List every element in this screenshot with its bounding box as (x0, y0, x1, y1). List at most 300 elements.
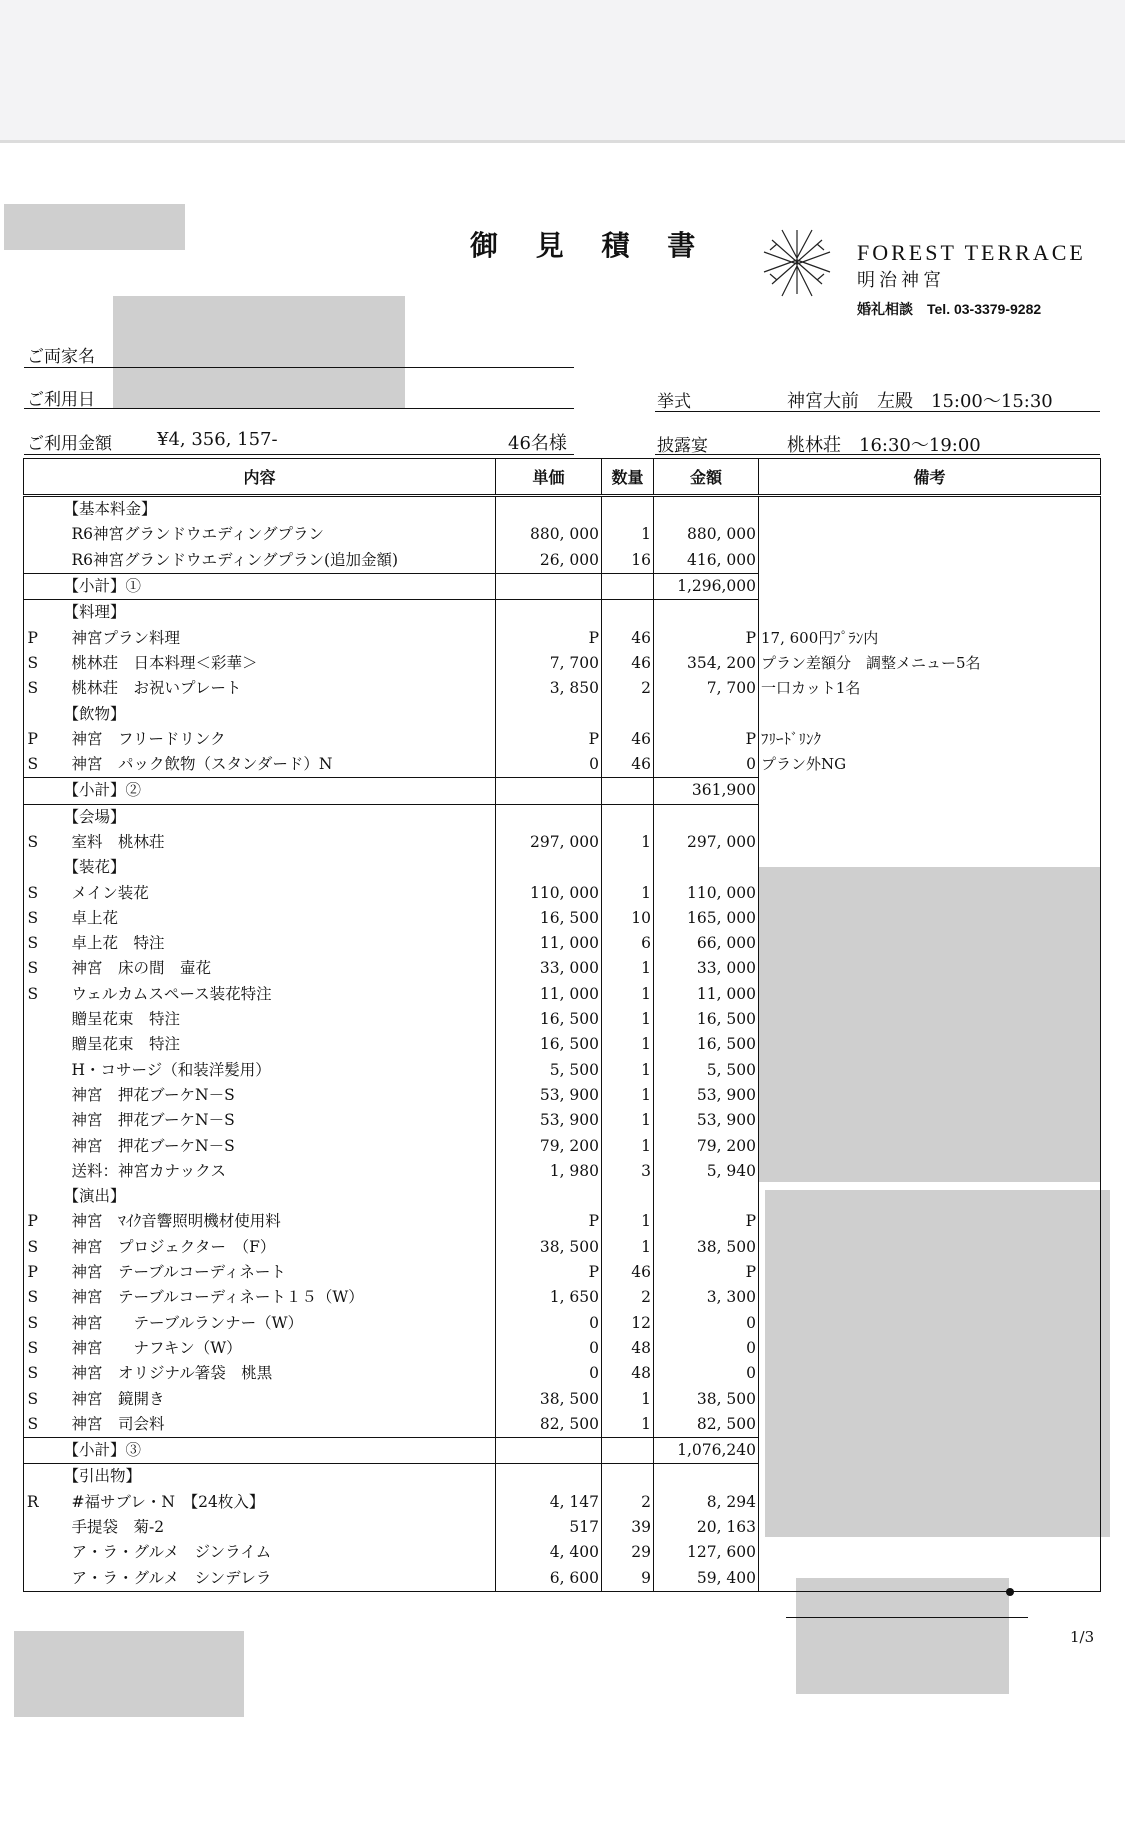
row-unit-price: 38, 500 (496, 1386, 602, 1411)
row-unit-price (496, 1464, 602, 1490)
row-amount: 16, 500 (654, 1032, 759, 1057)
row-quantity: 2 (602, 1490, 654, 1515)
row-amount (654, 855, 759, 880)
row-amount: 59, 400 (654, 1565, 759, 1591)
row-mark (24, 1007, 42, 1032)
row-amount: 53, 900 (654, 1083, 759, 1108)
row-amount: 1,076,240 (654, 1437, 759, 1463)
row-amount: P (654, 727, 759, 752)
row-item: 神宮 押花ブーケN－S (42, 1108, 496, 1133)
table-row (24, 727, 1101, 752)
row-item: 【演出】 (42, 1184, 496, 1209)
row-item: 【基本料金】 (42, 496, 496, 523)
row-amount: 38, 500 (654, 1235, 759, 1260)
row-quantity: 48 (602, 1336, 654, 1361)
row-note (759, 1464, 1101, 1490)
row-item: 神宮 ナフキン（W） (42, 1336, 496, 1361)
row-unit-price: 4, 147 (496, 1490, 602, 1515)
header-note: 備考 (759, 459, 1101, 496)
row-note (759, 880, 1101, 905)
date-label: ご利用日 (27, 390, 95, 410)
row-note (759, 778, 1101, 804)
row-amount: 0 (654, 1336, 759, 1361)
amount-label: ご利用金額 (27, 434, 112, 454)
row-mark: S (24, 1386, 42, 1411)
row-note (759, 1285, 1101, 1310)
row-amount: 416, 000 (654, 548, 759, 574)
row-item: ウェルカムスペース装花特注 (42, 982, 496, 1007)
row-note (759, 600, 1101, 626)
table-row (24, 1133, 1101, 1158)
row-quantity: 1 (602, 1058, 654, 1083)
row-mark (24, 1515, 42, 1540)
header-unit-price: 単価 (496, 459, 602, 496)
row-quantity: 1 (602, 880, 654, 905)
row-note (759, 956, 1101, 981)
reception-value: 桃林荘 16:30〜19:00 (787, 435, 981, 456)
table-row (24, 1083, 1101, 1108)
dot-mark (1006, 1588, 1014, 1596)
row-note (759, 1159, 1101, 1184)
table-row (24, 1515, 1101, 1540)
row-note (759, 1007, 1101, 1032)
row-quantity: 10 (602, 906, 654, 931)
row-quantity (602, 1184, 654, 1209)
row-unit-price (496, 600, 602, 626)
row-note: プラン外NG (759, 752, 1101, 778)
row-note (759, 1235, 1101, 1260)
row-amount: 33, 000 (654, 956, 759, 981)
row-mark (24, 1083, 42, 1108)
row-amount: 66, 000 (654, 931, 759, 956)
row-quantity (602, 855, 654, 880)
row-note (759, 830, 1101, 855)
row-item: 神宮 鏡開き (42, 1386, 496, 1411)
row-item: 神宮 テーブルランナー（W） (42, 1311, 496, 1336)
row-quantity (602, 778, 654, 804)
header-amount: 金額 (654, 459, 759, 496)
row-mark: S (24, 880, 42, 905)
row-note (759, 1209, 1101, 1234)
row-amount: 7, 700 (654, 676, 759, 701)
row-unit-price: 53, 900 (496, 1083, 602, 1108)
row-mark (24, 1032, 42, 1057)
row-amount: 0 (654, 1361, 759, 1386)
row-item: 【会場】 (42, 804, 496, 830)
brand-name: FOREST TERRACE (857, 240, 1086, 265)
row-item: 神宮 押花ブーケN－S (42, 1133, 496, 1158)
table-row (24, 880, 1101, 905)
row-item: 贈呈花束 特注 (42, 1032, 496, 1057)
subtotal-row (24, 1437, 1101, 1463)
row-quantity: 1 (602, 1032, 654, 1057)
row-item: 神宮 テーブルコーディネート (42, 1260, 496, 1285)
row-note (759, 1540, 1101, 1565)
row-item: 手提袋 菊-2 (42, 1515, 496, 1540)
row-item: 神宮 パック飲物（スタンダード）N (42, 752, 496, 778)
row-note (759, 1260, 1101, 1285)
row-quantity (602, 496, 654, 523)
row-item: 【小計】② (42, 778, 496, 804)
category-row (24, 496, 1101, 523)
row-quantity: 1 (602, 830, 654, 855)
row-unit-price: 16, 500 (496, 1032, 602, 1057)
category-row (24, 804, 1101, 830)
page-number: 1/3 (1070, 1628, 1095, 1646)
table-row (24, 1007, 1101, 1032)
row-amount: 53, 900 (654, 1108, 759, 1133)
row-unit-price: 1, 650 (496, 1285, 602, 1310)
ceremony-value: 神宮大前 左殿 15:00〜15:30 (787, 391, 1053, 412)
row-item: ア・ラ・グルメ シンデレラ (42, 1565, 496, 1591)
row-item: 神宮 司会料 (42, 1412, 496, 1438)
row-quantity: 1 (602, 956, 654, 981)
row-note (759, 1437, 1101, 1463)
row-amount (654, 804, 759, 830)
row-unit-price: 297, 000 (496, 830, 602, 855)
ceremony-label: 挙式 (657, 392, 691, 412)
row-item: 神宮 プロジェクター （F） (42, 1235, 496, 1260)
row-item: 【飲物】 (42, 701, 496, 726)
row-quantity: 1 (602, 1108, 654, 1133)
row-note (759, 1083, 1101, 1108)
row-unit-price: P (496, 727, 602, 752)
row-unit-price: 16, 500 (496, 906, 602, 931)
row-amount: 0 (654, 1311, 759, 1336)
table-row (24, 1412, 1101, 1438)
row-quantity: 1 (602, 1209, 654, 1234)
row-item: 卓上花 特注 (42, 931, 496, 956)
row-quantity: 6 (602, 931, 654, 956)
table-row (24, 1235, 1101, 1260)
table-row (24, 676, 1101, 701)
family-label: ご両家名 (27, 347, 95, 367)
row-quantity: 1 (602, 982, 654, 1007)
row-amount: 5, 940 (654, 1159, 759, 1184)
row-quantity: 29 (602, 1540, 654, 1565)
table-row (24, 1032, 1101, 1057)
row-mark: S (24, 931, 42, 956)
row-unit-price: 6, 600 (496, 1565, 602, 1591)
redaction-block (14, 1631, 244, 1717)
row-note (759, 1386, 1101, 1411)
row-quantity: 1 (602, 1386, 654, 1411)
row-mark: P (24, 727, 42, 752)
row-mark: P (24, 1260, 42, 1285)
table-row (24, 1540, 1101, 1565)
row-quantity (602, 573, 654, 599)
row-amount: 110, 000 (654, 880, 759, 905)
row-quantity: 1 (602, 1007, 654, 1032)
table-row (24, 1285, 1101, 1310)
divider (655, 411, 1100, 412)
row-quantity: 46 (602, 727, 654, 752)
table-row (24, 1386, 1101, 1411)
row-quantity: 3 (602, 1159, 654, 1184)
row-note (759, 1412, 1101, 1438)
table-row (24, 1058, 1101, 1083)
category-row (24, 1464, 1101, 1490)
row-quantity: 2 (602, 1285, 654, 1310)
row-mark (24, 778, 42, 804)
row-item: 贈呈花束 特注 (42, 1007, 496, 1032)
row-unit-price: P (496, 1260, 602, 1285)
row-quantity (602, 701, 654, 726)
row-item: 神宮 床の間 壷花 (42, 956, 496, 981)
row-item: 送料：神宮カナックス (42, 1159, 496, 1184)
row-unit-price: 7, 700 (496, 651, 602, 676)
row-amount (654, 701, 759, 726)
row-quantity: 48 (602, 1361, 654, 1386)
table-row (24, 625, 1101, 650)
row-mark: S (24, 1235, 42, 1260)
row-unit-price (496, 804, 602, 830)
row-quantity: 46 (602, 1260, 654, 1285)
table-row (24, 522, 1101, 547)
row-amount: 20, 163 (654, 1515, 759, 1540)
row-amount: 361,900 (654, 778, 759, 804)
row-item: 桃林荘 日本料理＜彩華＞ (42, 651, 496, 676)
row-mark: S (24, 1412, 42, 1438)
row-quantity: 12 (602, 1311, 654, 1336)
row-note (759, 804, 1101, 830)
row-mark (24, 1565, 42, 1591)
row-item: 神宮 押花ブーケN－S (42, 1083, 496, 1108)
row-amount: 5, 500 (654, 1058, 759, 1083)
row-item: 神宮 フリードリンク (42, 727, 496, 752)
brand-telephone: 婚礼相談 Tel. 03-3379-9282 (857, 301, 1042, 317)
row-item: 【装花】 (42, 855, 496, 880)
row-unit-price (496, 855, 602, 880)
row-mark (24, 573, 42, 599)
row-mark: S (24, 982, 42, 1007)
row-unit-price: P (496, 625, 602, 650)
row-amount: 3, 300 (654, 1285, 759, 1310)
row-quantity (602, 1464, 654, 1490)
row-unit-price: 1, 980 (496, 1159, 602, 1184)
row-mark: S (24, 676, 42, 701)
row-amount: P (654, 1260, 759, 1285)
row-note (759, 1515, 1101, 1540)
row-unit-price: 0 (496, 752, 602, 778)
row-note: プラン差額分 調整メニュー5名 (759, 651, 1101, 676)
row-quantity: 46 (602, 752, 654, 778)
row-item: 【料理】 (42, 600, 496, 626)
table-row (24, 982, 1101, 1007)
row-mark (24, 600, 42, 626)
row-amount (654, 496, 759, 523)
row-mark (24, 548, 42, 574)
row-item: メイン装花 (42, 880, 496, 905)
row-unit-price: 0 (496, 1311, 602, 1336)
row-amount: 354, 200 (654, 651, 759, 676)
row-item: 神宮 オリジナル箸袋 桃黒 (42, 1361, 496, 1386)
row-unit-price: 4, 400 (496, 1540, 602, 1565)
row-amount: 880, 000 (654, 522, 759, 547)
table-row (24, 548, 1101, 574)
row-note (759, 1490, 1101, 1515)
divider (24, 454, 574, 455)
row-mark: S (24, 651, 42, 676)
row-unit-price: 16, 500 (496, 1007, 602, 1032)
category-row (24, 701, 1101, 726)
table-row (24, 752, 1101, 778)
row-unit-price: 0 (496, 1336, 602, 1361)
subtotal-row (24, 573, 1101, 599)
category-row (24, 1184, 1101, 1209)
row-mark: S (24, 752, 42, 778)
table-row (24, 1361, 1101, 1386)
row-mark (24, 1464, 42, 1490)
row-mark: S (24, 1361, 42, 1386)
row-amount: 11, 000 (654, 982, 759, 1007)
row-note (759, 496, 1101, 523)
row-quantity: 2 (602, 676, 654, 701)
row-note (759, 1565, 1101, 1591)
row-item: 神宮 ﾏｲｸ音響照明機材使用料 (42, 1209, 496, 1234)
row-mark (24, 804, 42, 830)
row-mark: S (24, 830, 42, 855)
row-amount: 1,296,000 (654, 573, 759, 599)
divider (655, 454, 1100, 455)
header-item: 内容 (24, 459, 496, 496)
row-note (759, 982, 1101, 1007)
row-item: 桃林荘 お祝いプレート (42, 676, 496, 701)
row-note (759, 522, 1101, 547)
table-row (24, 651, 1101, 676)
row-mark: P (24, 1209, 42, 1234)
table-row (24, 956, 1101, 981)
row-quantity (602, 804, 654, 830)
reception-label: 披露宴 (657, 436, 708, 456)
table-row (24, 906, 1101, 931)
redaction-block (796, 1578, 1009, 1694)
row-mark: P (24, 625, 42, 650)
row-amount (654, 1184, 759, 1209)
row-amount: 165, 000 (654, 906, 759, 931)
row-amount: 0 (654, 752, 759, 778)
row-mark (24, 1108, 42, 1133)
row-note (759, 1184, 1101, 1209)
row-note (759, 855, 1101, 880)
row-note (759, 1361, 1101, 1386)
row-note (759, 573, 1101, 599)
row-note (759, 1311, 1101, 1336)
row-amount: 16, 500 (654, 1007, 759, 1032)
row-unit-price (496, 573, 602, 599)
row-item: 室料 桃林荘 (42, 830, 496, 855)
table-header-row (24, 459, 1101, 496)
row-mark (24, 496, 42, 523)
row-note (759, 906, 1101, 931)
row-item: 【小計】① (42, 573, 496, 599)
row-item: 神宮 テーブルコーディネート１５（W） (42, 1285, 496, 1310)
row-quantity: 46 (602, 651, 654, 676)
row-unit-price: 38, 500 (496, 1235, 602, 1260)
row-item: R6神宮グランドウエディングプラン (42, 522, 496, 547)
row-quantity: 1 (602, 1235, 654, 1260)
row-quantity: 16 (602, 548, 654, 574)
category-row (24, 855, 1101, 880)
row-amount (654, 600, 759, 626)
row-mark (24, 1058, 42, 1083)
row-amount: 38, 500 (654, 1386, 759, 1411)
table-row (24, 830, 1101, 855)
row-note (759, 548, 1101, 574)
row-mark (24, 1540, 42, 1565)
row-unit-price (496, 496, 602, 523)
row-unit-price: 880, 000 (496, 522, 602, 547)
row-amount: 8, 294 (654, 1490, 759, 1515)
row-mark (24, 1159, 42, 1184)
row-unit-price (496, 778, 602, 804)
row-amount: P (654, 625, 759, 650)
top-bar (0, 0, 1125, 143)
row-item: 卓上花 (42, 906, 496, 931)
row-note (759, 1133, 1101, 1158)
redaction-block (4, 204, 185, 250)
row-unit-price: 82, 500 (496, 1412, 602, 1438)
row-mark (24, 1437, 42, 1463)
row-note (759, 1108, 1101, 1133)
row-quantity: 46 (602, 625, 654, 650)
guest-count: 46名様 (508, 433, 567, 454)
divider (24, 367, 574, 368)
row-mark: S (24, 956, 42, 981)
row-mark (24, 1133, 42, 1158)
row-mark: R (24, 1490, 42, 1515)
row-unit-price: 11, 000 (496, 982, 602, 1007)
row-note (759, 1336, 1101, 1361)
table-row (24, 1490, 1101, 1515)
row-amount: 82, 500 (654, 1412, 759, 1438)
redaction-block (113, 296, 405, 408)
row-mark: S (24, 1285, 42, 1310)
table-row (24, 1336, 1101, 1361)
row-unit-price: P (496, 1209, 602, 1234)
row-unit-price (496, 701, 602, 726)
row-unit-price (496, 1437, 602, 1463)
row-note: 17, 600円ﾌﾟﾗﾝ内 (759, 625, 1101, 650)
row-note (759, 1032, 1101, 1057)
row-quantity: 39 (602, 1515, 654, 1540)
row-unit-price (496, 1184, 602, 1209)
row-item: 神宮プラン料理 (42, 625, 496, 650)
row-amount: 297, 000 (654, 830, 759, 855)
header-quantity: 数量 (602, 459, 654, 496)
signature-line (786, 1617, 1028, 1618)
row-unit-price: 33, 000 (496, 956, 602, 981)
row-unit-price: 26, 000 (496, 548, 602, 574)
row-mark: S (24, 1336, 42, 1361)
row-mark (24, 855, 42, 880)
row-mark (24, 1184, 42, 1209)
subtotal-row (24, 778, 1101, 804)
table-row (24, 1311, 1101, 1336)
row-amount: P (654, 1209, 759, 1234)
row-quantity (602, 1437, 654, 1463)
row-unit-price: 5, 500 (496, 1058, 602, 1083)
row-mark (24, 522, 42, 547)
row-quantity: 1 (602, 1412, 654, 1438)
row-item: #福サブレ・N 【24枚入】 (42, 1490, 496, 1515)
category-row (24, 600, 1101, 626)
brand-subtitle: 明治神宮 (857, 270, 945, 291)
table-row (24, 1209, 1101, 1234)
row-item: ア・ラ・グルメ ジンライム (42, 1540, 496, 1565)
estimate-table (23, 458, 1101, 1592)
row-amount: 79, 200 (654, 1133, 759, 1158)
